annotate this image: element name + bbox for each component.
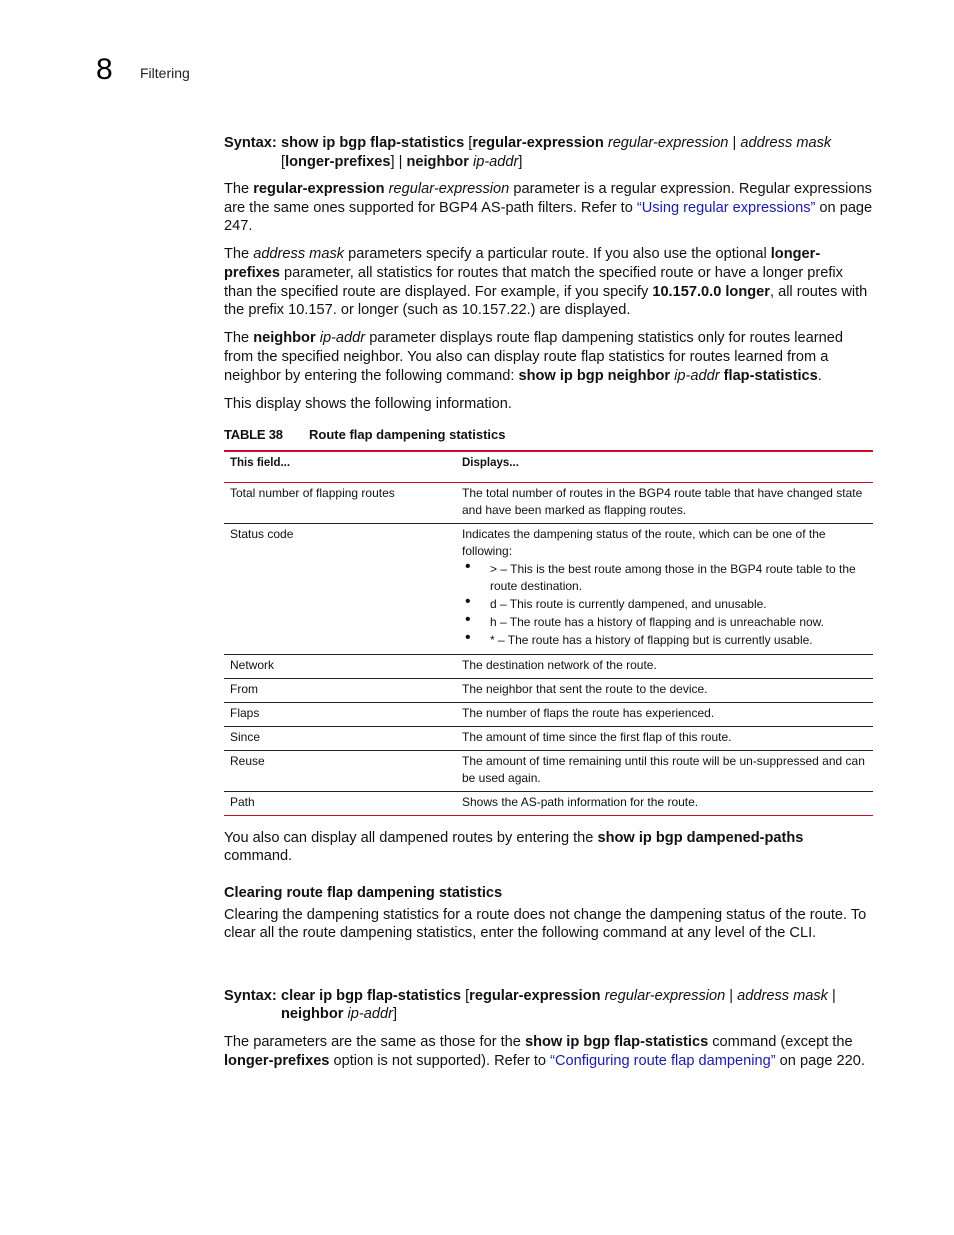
text: The parameters are the same as those for the (224, 1033, 525, 1050)
list-item: • d – This route is currently dampened, and unusable. (462, 596, 867, 613)
list-item: • * – The route has a history of flapping but is currently usable. (462, 632, 867, 649)
text: The (224, 181, 254, 198)
keyword: flap-statistics (723, 367, 818, 384)
keyword: show ip bgp dampened-paths (597, 829, 804, 846)
syntax-show-flap-statistics (224, 134, 874, 171)
desc-text: Indicates the dampening status of the route, which can be one of the following: (462, 526, 826, 558)
text: parameter displays route flap dampening statistics only for routes learned from the specified neighbor. You also can display route flap statistics for routes learned from a neighbor by entering the following command: (224, 330, 843, 384)
neighbor-paragraph (224, 329, 874, 385)
syntax-keyword: neighbor (406, 153, 469, 170)
syntax-text: | (728, 135, 741, 151)
syntax-label: Syntax: (224, 987, 277, 1004)
syntax-variable: address mask (740, 135, 832, 151)
status-code-list (462, 561, 867, 649)
syntax-keyword: regular-expression (469, 987, 601, 1004)
text: command. (224, 848, 293, 865)
table-number: TABLE 38 (224, 427, 283, 443)
syntax-variable: ip-addr (347, 1006, 393, 1023)
field-cell: Since (224, 726, 456, 750)
text: . (817, 367, 822, 384)
keyword: longer-prefixes (224, 1052, 330, 1069)
syntax-clear-flap-statistics (224, 987, 874, 1024)
syntax-variable: regular-expression (604, 987, 726, 1004)
main-content (224, 134, 874, 1080)
syntax-text: ] (518, 153, 523, 170)
chapter-number: 8 (96, 53, 113, 86)
chapter-title: Filtering (140, 65, 190, 81)
keyword: 10.157.0.0 longer (652, 283, 770, 300)
table-row (224, 523, 873, 654)
keyword: show ip bgp neighbor (518, 367, 671, 384)
table-title: Route flap dampening statistics (309, 427, 506, 443)
keyword: regular-expression (253, 181, 385, 198)
text: , all routes with the prefix 10.157. or longer (such as 10.157.22.) are displayed. (224, 283, 868, 319)
syntax-command: clear ip bgp flap-statistics (281, 987, 462, 1004)
text: on page 247. (224, 199, 873, 235)
desc-cell: The number of flaps the route has experienced. (456, 702, 873, 726)
field-cell: From (224, 678, 456, 702)
syntax-command: show ip bgp flap-statistics (281, 135, 465, 151)
text: option is not supported). Refer to (329, 1052, 551, 1069)
syntax-label: Syntax: (224, 135, 277, 151)
syntax-text: | (827, 987, 836, 1004)
section-body: Clearing the dampening statistics for a route does not change the dampening status of the route. To clear all the route dampening statistics, enter the following command at any level of the CLI. (224, 906, 867, 942)
desc-cell: Shows the AS-path information for the route. (456, 791, 873, 815)
variable: ip-addr (319, 330, 366, 347)
column-header-displays: Displays... (456, 451, 873, 483)
desc-cell: The total number of routes in the BGP4 route table that have changed state and have been marked as flapping routes. (462, 485, 863, 517)
field-cell: Path (224, 791, 456, 815)
syntax-text: [ (464, 135, 473, 151)
desc-cell (456, 523, 873, 654)
syntax-keyword: neighbor (281, 1006, 344, 1023)
syntax-variable: address mask (737, 987, 828, 1004)
text: parameters specify a particular route. If you also use the optional (344, 246, 771, 263)
section-heading: Clearing route flap dampening statistics (224, 885, 503, 901)
route-flap-table (224, 450, 873, 816)
regex-paragraph (224, 180, 874, 236)
table-row (224, 726, 873, 750)
variable: regular-expression (388, 181, 510, 198)
table-caption (224, 426, 874, 445)
syntax-text: [ (281, 153, 286, 170)
table-row (224, 482, 873, 523)
desc-cell: The amount of time since the first flap of this route. (456, 726, 873, 750)
link-configuring-route-flap-dampening[interactable]: “Configuring route flap dampening” (550, 1052, 776, 1069)
text: on page 220. (775, 1052, 865, 1069)
desc-cell: The destination network of the route. (456, 654, 873, 678)
syntax-variable: regular-expression (607, 135, 729, 151)
field-cell: Flaps (224, 702, 456, 726)
keyword: show ip bgp flap-statistics (524, 1033, 709, 1050)
text: parameter is a regular expression. Regular expressions are the same ones supported for BGP4 AS-path filters. Refer to (224, 181, 872, 216)
syntax-keyword: regular-expression (472, 135, 604, 151)
desc-cell: The amount of time remaining until this route will be un-suppressed and can be used again. (456, 750, 873, 791)
text: command (except the (708, 1033, 853, 1050)
table-header-row (224, 451, 873, 483)
syntax-text: | (725, 987, 738, 1004)
field-cell: Total number of flapping routes (230, 485, 395, 500)
syntax-keyword: longer-prefixes (285, 153, 391, 170)
column-header-field: This field... (224, 451, 456, 483)
text: You also can display all dampened routes by entering the (224, 829, 598, 846)
field-cell: Network (224, 654, 456, 678)
table-row (224, 702, 873, 726)
text: parameter, all statistics for routes that match the specified route or have a longer prefix than the specified route are displayed. For example, if you specify (224, 265, 843, 300)
table-row (224, 654, 873, 678)
syntax-text: ] | (390, 153, 407, 170)
syntax-variable: ip-addr (472, 153, 519, 170)
display-info-paragraph: This display shows the following information. (224, 395, 512, 412)
list-item: • > – This is the best route among those in the BGP4 route table to the route destination. (462, 561, 867, 595)
variable: address mask (253, 246, 345, 263)
list-item: • h – The route has a history of flapping and is unreachable now. (462, 614, 867, 631)
text: The (224, 246, 254, 263)
keyword: neighbor (253, 330, 316, 347)
text: The (224, 330, 254, 347)
link-using-regular-expressions[interactable]: “Using regular expressions” (636, 199, 816, 216)
parameters-paragraph (224, 1033, 874, 1070)
table-row (224, 678, 873, 702)
field-cell: Reuse (224, 750, 456, 791)
field-cell: Status code (224, 523, 456, 654)
dampened-paths-paragraph (224, 829, 874, 866)
syntax-text: ] (392, 1006, 397, 1023)
keyword: longer-prefixes (224, 246, 821, 282)
syntax-text: [ (461, 987, 470, 1004)
table-row (224, 791, 873, 815)
desc-cell: The neighbor that sent the route to the device. (456, 678, 873, 702)
table-row (224, 750, 873, 791)
variable: ip-addr (674, 367, 720, 384)
address-mask-paragraph (224, 245, 874, 319)
